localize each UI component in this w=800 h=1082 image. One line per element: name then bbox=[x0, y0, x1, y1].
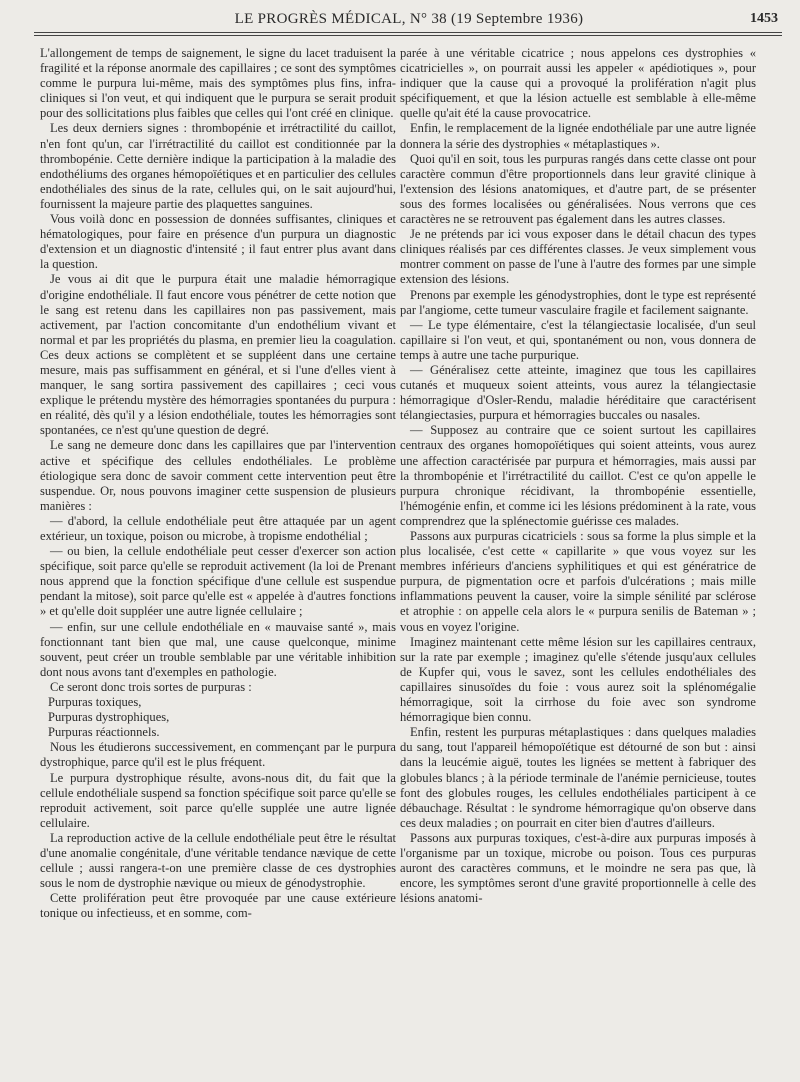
list-item: Purpuras toxiques, bbox=[48, 695, 142, 710]
right-column bbox=[400, 46, 756, 906]
header-rule bbox=[34, 32, 782, 36]
paragraph: — Supposez au contraire que ce soient surtout les capillaires centraux des organes homopoïétiques qui soient atteints, vous aurez une affection caractérisée par purpura et hémorragies, mais aussi par la thrombopénie et l'irrétractilité du caillot. C'est ce qu'on appelle le purpura chronique récidivant, la thrombopénie essentielle, l'hémogénie enfin, et comme ici les lésions prédominent à la rate, vous comprendrez que la splénectomie guérisse ces malades. bbox=[400, 423, 756, 528]
paragraph: Passons aux purpuras cicatriciels : sous sa forme la plus simple et la plus localisée, c'est cette « capillarite » que vous voyez sur les membres inférieurs d'anciens syphilitiques et qui est génératrice de purpura, de pigmentation ocre et parfois d'ulcérations ; mais mille inflammations peuvent la causer, voire la simple sénilité par sclérose et atrophie : on appelle cela alors le « purpura senilis de Bateman » ; vous en voyez l'origine. bbox=[400, 529, 756, 634]
paragraph: Le sang ne demeure donc dans les capillaires que par l'intervention active et spécifique des cellules endothéliales. Le problème étiologique sera donc de savoir comment cette intervention peut être suspendue. Or, nous pouvons imaginer cette suspension de plusieurs manières : bbox=[40, 438, 396, 513]
paragraph: La reproduction active de la cellule endothéliale peut être le résultat d'une anomalie congénitale, d'une véritable tendance nævique de cette cellule ; aussi rangera-t-on une première classe de ces dystrophies sous le nom de dystrophie nævique ou mieux de génodystrophie. bbox=[40, 830, 396, 891]
paragraph: Prenons par exemple les génodystrophies, dont le type est représenté par l'angiome, cette tumeur vasculaire fragile et facilement saignante. bbox=[400, 287, 756, 317]
paragraph: Vous voilà donc en possession de données suffisantes, cliniques et hématologiques, pour faire en présence d'un purpura un diagnostic d'extension et un diagnostic d'intensité ; il faut entrer plus avant dans la question. bbox=[40, 212, 396, 272]
paragraph: Enfin, le remplacement de la lignée endothéliale par une autre lignée donnera la série des dystrophies « métaplastiques ». bbox=[400, 121, 756, 151]
paragraph: Je vous ai dit que le purpura était une maladie hémorragique d'origine endothéliale. Il faut encore vous pénétrer de cette notion que le sang est retenu dans les capillaires non pas passivement, mais activement, par l'action concomitante d'un endothélium vivant et normal et par les propriétés du plasma, en premier lieu la coagulation. Ces deux actions se complètent et se suppléent dans une certaine mesure, mais pas suffisamment en général, et si l'une d'elles vient à manquer, le sang sortira passivement des capillaires ; ceci vous explique le prétendu mystère des hémorragies spontanées du purpura : en réalité, dès qu'il y a lésion endothéliale, toutes les hémorragies sont spontanées, ce n'est qu'une question de degré. bbox=[40, 272, 396, 438]
paragraph: Passons aux purpuras toxiques, c'est-à-dire aux purpuras imposés à l'organisme par un toxique, microbe ou poison. Tous ces purpuras auront des caractères communs, et le moindre ne sera pas que, là encore, les symptômes seront d'une gravité proportionnelle à celle des lésions anatomi- bbox=[400, 830, 756, 906]
paragraph: — Le type élémentaire, c'est la télangiectasie localisée, d'un seul capillaire si l'on veut, et qui, spontanément ou non, vous donnera de temps à autre une tache purpurique. bbox=[400, 317, 756, 362]
running-head bbox=[40, 8, 778, 30]
paragraph: parée à une véritable cicatrice ; nous appelons ces dystrophies « cicatricielles », on pourrait aussi les appeler « apédiotiques », pour indiquer que la cause qui a provoqué la prolifération n'agit plus spécifiquement, et que la lésion actuelle est semblable à elle-même quelle qu'ait été la cause provocatrice. bbox=[400, 46, 756, 121]
list-item: Purpuras dystrophiques, bbox=[48, 710, 170, 725]
paragraph: — Généralisez cette atteinte, imaginez que tous les capillaires cutanés et muqueux soient atteints, vous aurez la télangiectasie hémorragique d'Osler-Rendu, maladie héréditaire que caractérisent télangiectasies, purpura et hémorragies buccales ou nasales. bbox=[400, 362, 756, 423]
paragraph: Ce seront donc trois sortes de purpuras : bbox=[50, 679, 252, 694]
paragraph: Quoi qu'il en soit, tous les purpuras rangés dans cette classe ont pour caractère commun d'être proportionnels dans leur gravité clinique à l'extension des lésions anatomiques, et d'autre part, de se présenter sous des formes localisées ou généralisées. Nous verrons que ces caractères ne se retrouvent pas également dans les autres classes. bbox=[400, 151, 756, 227]
paragraph: Enfin, restent les purpuras métaplastiques : dans quelques maladies du sang, tout l'appareil hémopoïétique est détourné de son but : ainsi dans la leucémie aiguë, toutes les lignées se mettent à fabriquer des globules blancs ; à la période terminale de l'anémie pernicieuse, toutes font des globules rouges, les cellules endothéliales participent à ce débauchage. Résultat : le syndrome hémorragique qu'on observe dans ces deux maladies ; on pourrait en citer bien d'autres d'ailleurs. bbox=[400, 725, 756, 830]
paragraph: — enfin, sur une cellule endothéliale en « mauvaise santé », mais fonctionnant tant bien que mal, une cause quelconque, minime souvent, peut créer un trouble semblable par une véritable inhibition dont nous avons tant d'exemples en pathologie. bbox=[40, 619, 396, 679]
page-number: 1453 bbox=[750, 11, 778, 26]
paragraph: — d'abord, la cellule endothéliale peut être attaquée par un agent extérieur, un toxique, poison ou microbe, à tropisme endothélial ; bbox=[40, 513, 396, 543]
paragraph: Je ne prétends par ici vous exposer dans le détail chacun des types cliniques réalisés par ces différentes classes. Je veux simplement vous montrer comment on passe de l'une à l'autre des formes par une simple extension des lésions. bbox=[400, 227, 756, 287]
paragraph: Imaginez maintenant cette même lésion sur les capillaires centraux, sur la rate par exemple ; imaginez qu'elle s'étende jusqu'aux cellules de Kupfer qui, vous le savez, sont les cellules endothéliales des capillaires sinusoïdes du foie : vous aurez soit la splénomégalie hémorragique, soit la cirrhose du foie avec son syndrome hémorragique bien connu. bbox=[400, 634, 756, 725]
paragraph: Les deux derniers signes : thrombopénie et irrétractilité du caillot, n'en font qu'un, car l'irrétractilité du caillot est conditionnée par la thrombopénie. Cette dernière indique la participation à la maladie des endothéliums des organes hémopoïétiques et en particulier des cellules endothéliales des sinus de la rate, cellules qui, on le sait aujourd'hui, fournissent la majeure partie des plaquettes sanguines. bbox=[40, 121, 396, 211]
left-column bbox=[40, 46, 396, 921]
paragraph: Cette prolifération peut être provoquée par une cause extérieure tonique ou infectieuss, et en somme, com- bbox=[40, 891, 396, 921]
paragraph: — ou bien, la cellule endothéliale peut cesser d'exercer son action spécifique, soit parce qu'elle se reproduit activement (la loi de Prenant nous apprend que la fonction spécifique d'une cellule est suspendue pendant la mitose), soit parce qu'elle est « appelée à d'autres fonctions » et qu'elle doit suppléer une autre lignée cellulaire ; bbox=[40, 544, 396, 619]
journal-title: LE PROGRÈS MÉDICAL, N° 38 (19 Septembre 1936) bbox=[234, 11, 584, 27]
paragraph: Nous les étudierons successivement, en commençant par le purpura dystrophique, parce qu'il est le plus fréquent. bbox=[40, 740, 396, 770]
paragraph: L'allongement de temps de saignement, le signe du lacet traduisent la fragilité et la réponse anormale des capillaires ; ce sont des symptômes comme le purpura lui-même, mais des symptômes plus fins, infra-cliniques si l'on veut, et qui indiquent que le purpura se serait produit pour des sollicitations plus faibles que celles qui l'ont créé en clinique. bbox=[40, 46, 396, 121]
list-item: Purpuras réactionnels. bbox=[48, 725, 160, 740]
paragraph: Le purpura dystrophique résulte, avons-nous dit, du fait que la cellule endothéliale suspend sa fonction spécifique soit parce qu'elle se reproduit activement, soit parce qu'elle supplée une autre lignée cellulaire. bbox=[40, 770, 396, 830]
